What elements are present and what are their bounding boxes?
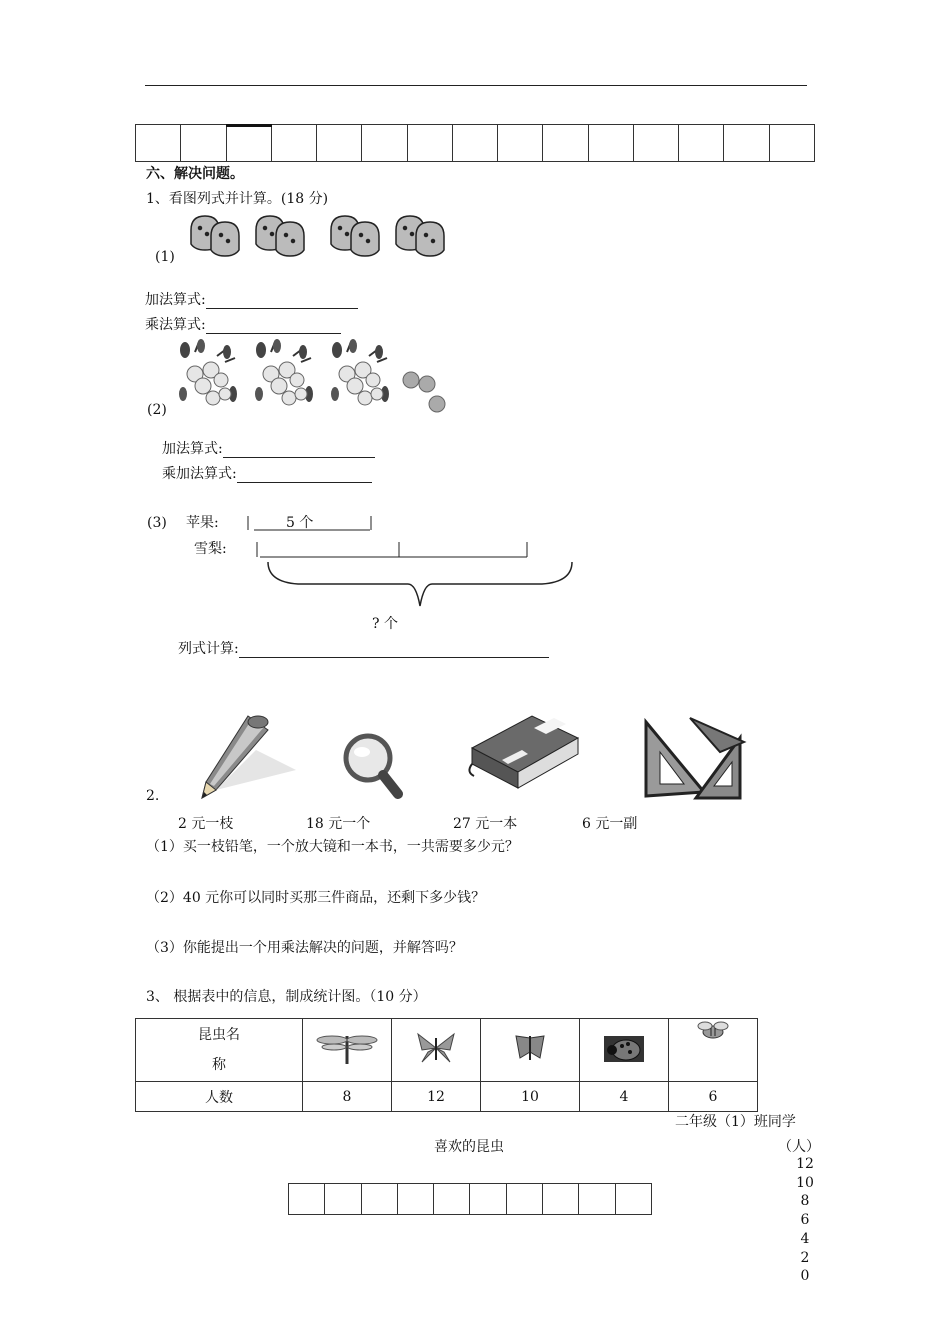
- grid-cell[interactable]: [407, 125, 452, 162]
- grid-cell[interactable]: [181, 125, 226, 162]
- chart-grid-cell[interactable]: [325, 1184, 361, 1215]
- apple-label: 苹果:: [186, 515, 219, 531]
- q1-p1-add-label: 加法算式:: [145, 291, 358, 309]
- y-tick: 6: [800, 1212, 810, 1229]
- q1-title: 1、看图列式并计算。(18 分): [146, 191, 329, 207]
- answer-line[interactable]: [223, 443, 375, 458]
- grid-cell[interactable]: [452, 125, 497, 162]
- triangle-ruler-icon: [640, 712, 748, 804]
- grid-cell[interactable]: [226, 125, 271, 162]
- chart-title: 喜欢的昆虫: [434, 1139, 504, 1155]
- y-tick: 0: [800, 1268, 810, 1285]
- section-title: 六、解决问题。: [146, 166, 244, 182]
- price-ruler: 6 元一副: [582, 816, 638, 832]
- count-bee: 6: [669, 1082, 758, 1112]
- grid-cell[interactable]: [498, 125, 543, 162]
- price-magnifier: 18 元一个: [306, 816, 371, 832]
- q1-p2-add-label: 加法算式:: [162, 440, 375, 458]
- grid-cell[interactable]: [633, 125, 678, 162]
- grid-cell[interactable]: [362, 125, 407, 162]
- magnifier-icon: [340, 730, 410, 802]
- q2-sub3: （3）你能提出一个用乘法解决的问题，并解答吗？: [146, 940, 463, 956]
- q1-p1-num: (1): [155, 249, 175, 265]
- chart-unit: （人）: [778, 1139, 820, 1155]
- count-ladybug: 4: [580, 1082, 669, 1112]
- answer-line[interactable]: [206, 319, 341, 334]
- price-pencil: 2 元一枝: [178, 816, 234, 832]
- answer-line[interactable]: [239, 643, 549, 658]
- y-tick: 8: [800, 1193, 810, 1210]
- top-rule: [145, 85, 807, 86]
- grid-cell[interactable]: [543, 125, 588, 162]
- moth-icon: [481, 1019, 580, 1082]
- book-icon: [462, 708, 582, 808]
- q2-num: 2.: [146, 788, 160, 804]
- top-answer-grid: [135, 124, 815, 162]
- grid-cell[interactable]: [136, 125, 181, 162]
- grid-cell[interactable]: [724, 125, 769, 162]
- q1-p2-num: (2): [147, 402, 167, 418]
- chart-grid-cell[interactable]: [397, 1184, 433, 1215]
- y-tick: 12: [796, 1156, 814, 1172]
- apple-branch-icon: [175, 338, 455, 418]
- count-butterfly: 12: [392, 1082, 481, 1112]
- y-axis-ticks: [790, 1155, 820, 1286]
- insect-header: 昆虫名 称: [136, 1019, 303, 1082]
- count-row-label: 人数: [136, 1082, 303, 1112]
- grid-cell[interactable]: [317, 125, 362, 162]
- mittens-icon: [183, 210, 453, 265]
- chart-grid-cell[interactable]: [543, 1184, 579, 1215]
- y-tick: 4: [800, 1230, 810, 1247]
- q1-p3-num: (3): [147, 515, 167, 531]
- answer-line[interactable]: [237, 468, 372, 483]
- q2-sub2: （2）40 元你可以同时买那三件商品，还剩下多少钱？: [146, 890, 486, 906]
- chart-grid-cell[interactable]: [470, 1184, 506, 1215]
- q3-title: 3、 根据表中的信息，制成统计图。（10 分）: [146, 989, 427, 1005]
- chart-grid-cell[interactable]: [506, 1184, 542, 1215]
- q2-sub1: （1）买一枝铅笔，一个放大镜和一本书，一共需要多少元？: [146, 839, 519, 855]
- bee-icon: [669, 1019, 758, 1082]
- chart-grid-cell[interactable]: [289, 1184, 325, 1215]
- count-dragonfly: 8: [303, 1082, 392, 1112]
- q1-p2-mul-label: 乘加法算式:: [162, 465, 372, 483]
- chart-grid-cell[interactable]: [434, 1184, 470, 1215]
- y-tick: 10: [796, 1174, 814, 1191]
- segment-diagram: [240, 510, 580, 610]
- grid-cell[interactable]: [588, 125, 633, 162]
- grid-cell[interactable]: [769, 125, 814, 162]
- chart-grid-cell[interactable]: [361, 1184, 397, 1215]
- grid-marker: [226, 124, 272, 127]
- dragonfly-icon: [303, 1019, 392, 1082]
- pencil-icon: [196, 710, 306, 805]
- insect-table: [135, 1018, 758, 1112]
- question-label: ? 个: [372, 616, 398, 632]
- answer-line[interactable]: [206, 294, 358, 309]
- y-tick: 2: [800, 1249, 810, 1266]
- chart-class-label: 二年级（1）班同学: [675, 1114, 796, 1130]
- grid-cell[interactable]: [271, 125, 316, 162]
- chart-grid-cell[interactable]: [579, 1184, 615, 1215]
- apple-value: 5 个: [286, 515, 314, 531]
- pear-label: 雪梨:: [194, 541, 227, 557]
- butterfly-icon: [392, 1019, 481, 1082]
- price-book: 27 元一本: [453, 816, 518, 832]
- ladybug-icon: [580, 1019, 669, 1082]
- formula-label: 列式计算:: [178, 640, 549, 658]
- q1-p1-mul-label: 乘法算式:: [145, 316, 341, 334]
- chart-grid: [288, 1183, 652, 1215]
- count-moth: 10: [481, 1082, 580, 1112]
- grid-cell[interactable]: [679, 125, 724, 162]
- chart-grid-cell[interactable]: [615, 1184, 651, 1215]
